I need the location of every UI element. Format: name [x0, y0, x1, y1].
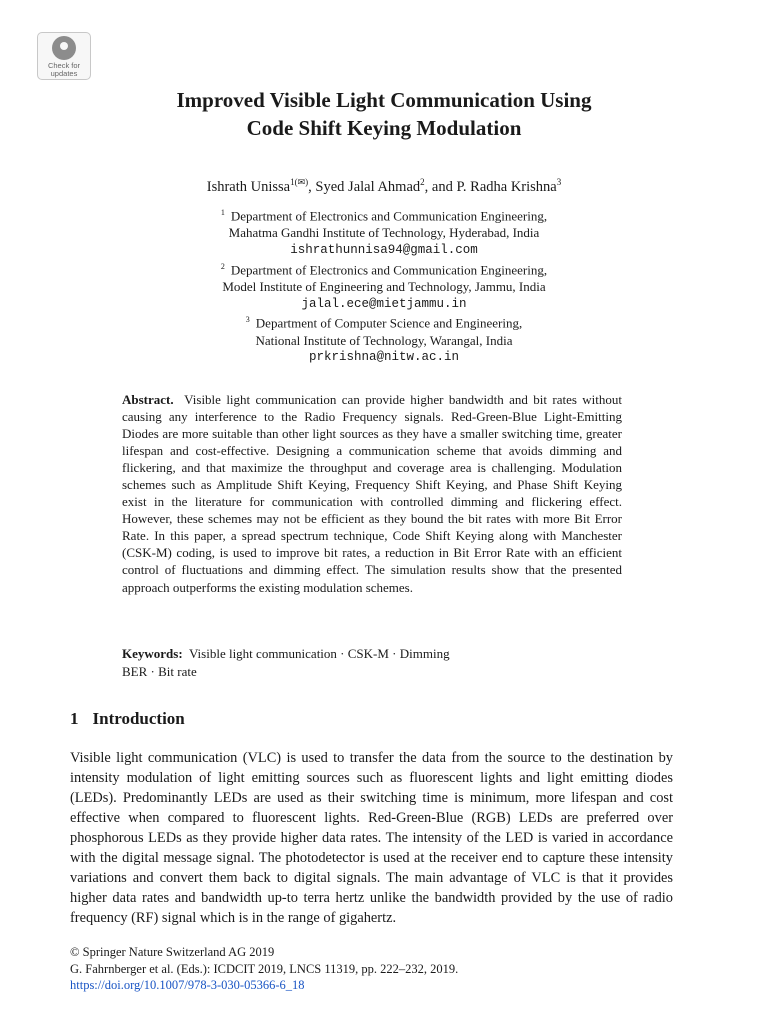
- affiliation-3: [0, 312, 768, 366]
- author-affil-mark: 1(✉): [290, 177, 309, 187]
- affiliations: [0, 205, 768, 366]
- citation-line: G. Fahrnberger et al. (Eds.): ICDCIT 2019, LNCS 11319, pp. 222–232, 2019.: [70, 961, 459, 976]
- title-line-2: Code Shift Keying Modulation: [246, 116, 522, 140]
- footer: [70, 944, 673, 994]
- affil-number: 3: [245, 315, 250, 325]
- abstract-text: Visible light communication can provide higher bandwidth and bit rates without causing any interference to the Radio Frequency signals. Red-Green-Blue Light-Emitting Diodes are more suitable than other light sources as they have a smaller switching time, greater lifespan and cost-effective. Designing a communication scheme that avoids dimming and flickering, and that maximize the throughput and coverage area is challenging. Modulation schemes such as Amplitude Shift Keying, Frequency Shift Keying, and Phase Shift Keying exist in the literature for communication with controlled dimming and flickering effect. However, these schemes may not be efficient as they bound the bit rates with more Bit Error Rate. In this paper, a spread spectrum technique, Code Shift Keying along with Manchester (CSK-M) coding, is used to improve bit rates, a reduction in Bit Error Rate with an efficient control of fluctuations and dimming effect. The simulation results show that the presented approach outperforms the existing modulation schemes.: [122, 392, 623, 595]
- affil-dept: Department of Computer Science and Engineering,: [255, 315, 523, 331]
- badge-label-line2: updates: [50, 69, 78, 78]
- affil-email[interactable]: jalal.ece@mietjammu.in: [301, 296, 467, 311]
- check-for-updates-badge[interactable]: [37, 32, 91, 80]
- affil-number: 2: [220, 261, 225, 271]
- section-title: Introduction: [92, 709, 185, 728]
- abstract-label: Abstract.: [122, 392, 174, 407]
- affil-dept: Department of Electronics and Communication Engineering,: [230, 208, 548, 224]
- abstract: [122, 391, 622, 596]
- keywords-label: Keywords:: [122, 646, 183, 661]
- keywords-line-1: Visible light communication · CSK-M · Dimming: [188, 646, 450, 661]
- affil-email[interactable]: prkrishna@nitw.ac.in: [308, 350, 460, 365]
- keywords: [122, 645, 622, 680]
- author-separator: , and: [424, 178, 457, 195]
- badge-label-line1: Check for: [47, 61, 81, 70]
- affil-dept: Department of Electronics and Communication Engineering,: [230, 262, 548, 278]
- affil-inst: Model Institute of Engineering and Technology, Jammu, India: [222, 278, 546, 294]
- author-name: Ishrath Unissa: [206, 178, 291, 195]
- affil-inst: Mahatma Gandhi Institute of Technology, Hyderabad, India: [228, 225, 540, 241]
- author-affil-mark: 2: [420, 177, 425, 187]
- author-affil-mark: 3: [556, 177, 562, 187]
- bookmark-circle-icon: [52, 36, 76, 60]
- affil-number: 1: [220, 208, 225, 217]
- affiliation-1: [0, 205, 768, 259]
- author-name: Syed Jalal Ahmad: [315, 178, 421, 195]
- intro-paragraph: Visible light communication (VLC) is used to transfer the data from the source to the destination by intensity modulation of light emitting sources such as fluorescent lights and light emitting diodes (LEDs). Predominantly LEDs are used as their switching time is minimum, more lifespan and cost effective when compared to fluorescent lights. Red-Green-Blue (RGB) LEDs are preferred over phosphorous LEDs as they provide higher data rates. The intensity of the LED is varied in accordance with the digital message signal. The photodetector is used at the receiver end to capture these intensity variations and convert them back to digital signals. The main advantage of VLC is that it provides higher data rates and bandwidth up-to terra hertz unlike the bandwidth provided by the use of radio frequency (RF) signal which is in the range of gigahertz.: [70, 750, 673, 927]
- title-line-1: Improved Visible Light Communication Using: [176, 88, 592, 112]
- doi-link[interactable]: https://doi.org/10.1007/978-3-030-05366-6_18: [70, 978, 305, 992]
- paper-title: [0, 86, 768, 142]
- copyright-line: © Springer Nature Switzerland AG 2019: [70, 945, 275, 959]
- affil-inst: National Institute of Technology, Warangal, India: [255, 332, 513, 348]
- section-number: 1: [70, 709, 79, 728]
- author-separator: ,: [308, 178, 316, 195]
- keywords-line-2: BER · Bit rate: [122, 663, 197, 679]
- author-name: P. Radha Krishna: [456, 178, 557, 195]
- section-heading: [70, 709, 185, 729]
- affil-email[interactable]: ishrathunnisa94@gmail.com: [290, 242, 478, 257]
- affiliation-2: [0, 259, 768, 313]
- author-list: [0, 172, 768, 197]
